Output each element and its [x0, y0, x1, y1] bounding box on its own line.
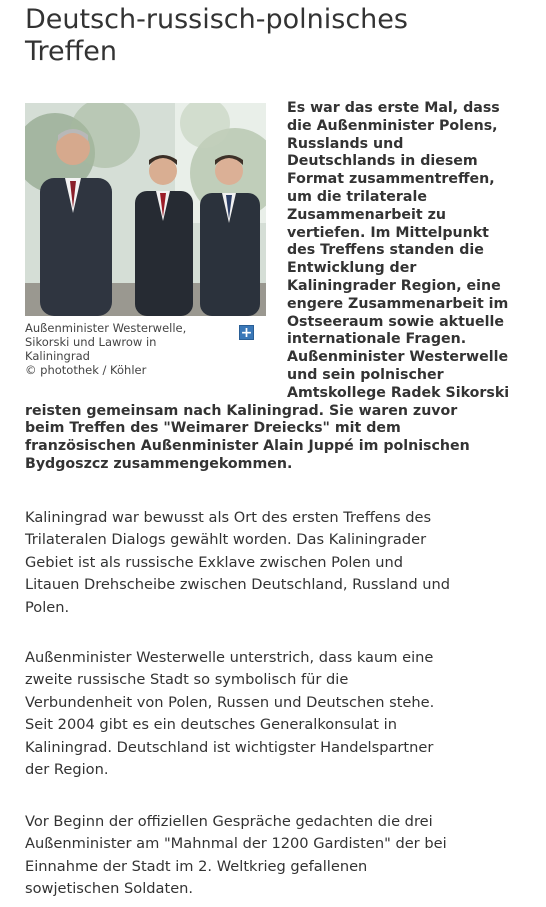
- paragraph-line: Kaliningrad. Deutschland ist wichtigster Handelspartner: [25, 738, 434, 756]
- lead-beside-image: [287, 100, 535, 403]
- caption-line: Kaliningrad: [25, 349, 90, 363]
- paragraph-line: zweite russische Stadt so symbolisch für die: [25, 671, 349, 689]
- lead-line: um die trilaterale: [287, 188, 427, 205]
- lead-line: französischen Außenminister Alain Juppé im polnischen: [25, 438, 470, 455]
- body-paragraph: [25, 811, 535, 901]
- paragraph-line: Polen.: [25, 598, 70, 616]
- title-line: Deutsch-russisch-polnisches: [25, 4, 408, 35]
- lead-line: Russlands und: [287, 135, 404, 152]
- paragraph-line: Trilateralen Dialogs gewählt worden. Das Kaliningrader: [25, 531, 427, 549]
- paragraph-line: Gebiet ist als russische Exklave zwischen Polen und: [25, 553, 404, 571]
- lead-line: Ostseeraum sowie aktuelle: [287, 313, 504, 330]
- lead-line: Es war das erste Mal, dass: [287, 100, 500, 116]
- photo-credit: © photothek / Köhler: [25, 363, 147, 377]
- lead-line: beim Treffen des "Weimarer Dreiecks" mit dem: [25, 420, 401, 437]
- body-paragraph: [25, 647, 535, 781]
- lead-full-width: [25, 403, 535, 474]
- lead-line: des Treffens standen die: [287, 242, 484, 259]
- lead-line: vertiefen. Im Mittelpunkt: [287, 224, 489, 241]
- lead-line: Bydgoszcz zusammengekommen.: [25, 455, 293, 472]
- lead-line: Zusammenarbeit zu: [287, 206, 446, 223]
- paragraph-line: Kaliningrad war bewusst als Ort des ersten Treffens des: [25, 509, 432, 526]
- lead-line: internationale Fragen.: [287, 331, 467, 348]
- body-paragraph: [25, 507, 535, 619]
- caption-line: Außenminister Westerwelle,: [25, 321, 187, 335]
- article-title: [25, 4, 525, 68]
- paragraph-line: Außenminister am "Mahnmal der 1200 Gardisten" der bei: [25, 835, 447, 853]
- lead-line: Deutschlands in diesem: [287, 153, 478, 170]
- paragraph-line: Verbundenheit von Polen, Russen und Deutschen stehe.: [25, 693, 435, 711]
- paragraph-line: der Region.: [25, 761, 109, 779]
- lead-line: Amtskollege Radek Sikorski: [287, 384, 510, 401]
- lead-line: Kaliningrader Region, eine: [287, 277, 501, 294]
- paragraph-line: sowjetischen Soldaten.: [25, 880, 194, 898]
- paragraph-line: Vor Beginn der offiziellen Gespräche gedachten die drei: [25, 813, 433, 830]
- lead-line: Entwicklung der: [287, 260, 417, 277]
- lead-line: und sein polnischer: [287, 366, 444, 383]
- title-line: Treffen: [25, 36, 117, 67]
- article-lead: [25, 100, 535, 474]
- lead-line: die Außenminister Polens,: [287, 117, 498, 134]
- paragraph-line: Außenminister Westerwelle unterstrich, dass kaum eine: [25, 649, 434, 666]
- lead-line: reisten gemeinsam nach Kaliningrad. Sie waren zuvor: [25, 402, 458, 419]
- lead-line: Außenminister Westerwelle: [287, 349, 509, 366]
- caption-line: Sikorski und Lawrow in: [25, 335, 157, 349]
- paragraph-line: Einnahme der Stadt im 2. Weltkrieg gefallenen: [25, 857, 368, 875]
- paragraph-line: Litauen Drehscheibe zwischen Deutschland, Russland und: [25, 576, 450, 594]
- lead-line: engere Zusammenarbeit im: [287, 295, 509, 312]
- paragraph-line: Seit 2004 gibt es ein deutsches Generalkonsulat in: [25, 716, 397, 734]
- enlarge-image-button[interactable]: +: [240, 325, 253, 341]
- lead-line: Format zusammentreffen,: [287, 171, 495, 188]
